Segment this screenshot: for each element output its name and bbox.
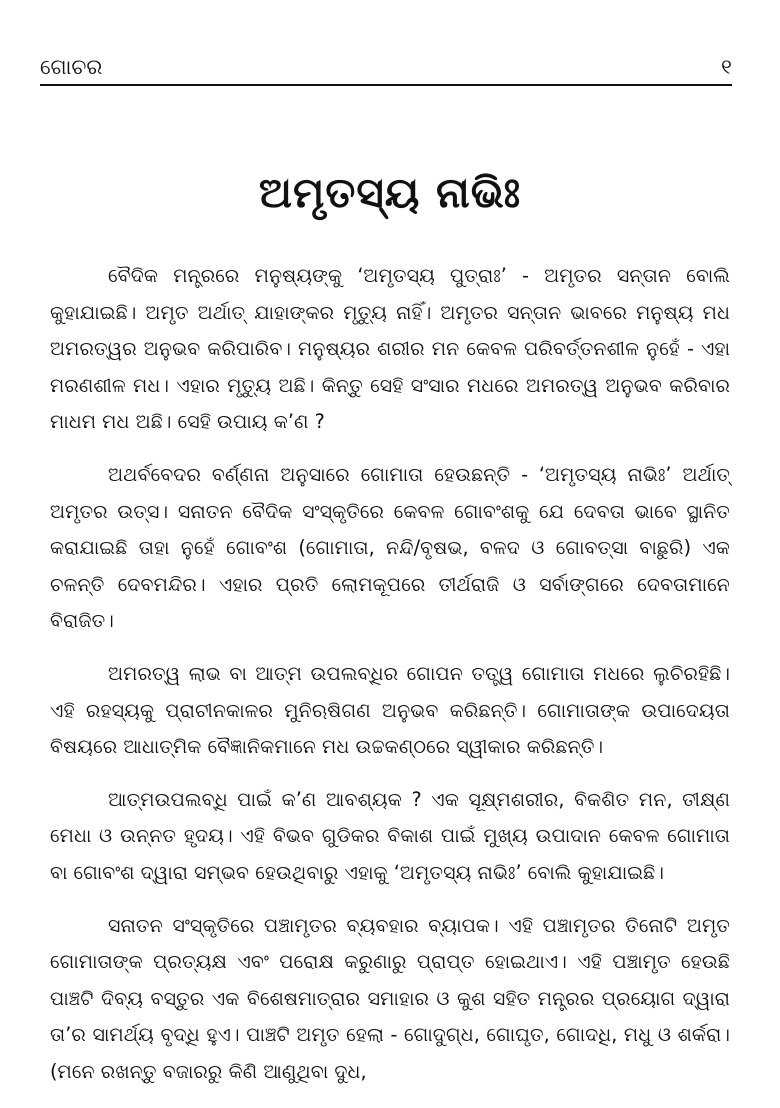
page-number: ୧: [721, 55, 732, 79]
running-header: [40, 52, 732, 86]
paragraph: ଆତ୍ମଉପଲବ୍ଧି ପାଇଁ କ’ଣ ଆବଶ୍ୟକ ? ଏକ ସୂକ୍ଷ୍ମଶରୀର, ବିକଶିତ ମନ, ତୀକ୍ଷ୍ଣ ମେଧା ଓ ଉନ୍ନତ ହୃଦୟ। ଏହି ବିଭବ ଗୁଡିକର ବିକାଶ ପାଇଁ ମୁଖ୍ୟ ଉପାଦାନ କେବଳ ଗୋମାତା ବା ଗୋବଂଶ ଦ୍ୱାରା ସମ୍ଭବ ହେଉଥିବାରୁ ଏହାକୁ ‘ଅମୃତସ୍ୟ ନାଭିଃ’ ବୋଲି କୁହାଯାଇଛି।: [50, 787, 730, 884]
paragraph: ବୈଦିକ ମନ୍ତ୍ରରେ ମନୁଷ୍ୟଙ୍କୁ ‘ଅମୃତସ୍ୟ ପୁତ୍ରାଃ’ - ଅମୃତର ସନ୍ତାନ ବୋଲି କୁହାଯାଇଛି। ଅମୃତ ଅର୍ଥାତ୍ ଯାହାଙ୍କର ମୃତ୍ୟୁ ନାହିଁ। ଅମୃତର ସନ୍ତାନ ଭାବରେ ମନୁଷ୍ୟ ମଧ ଅମରତ୍ୱର ଅନୁଭବ କରିପାରିବ। ମନୁଷ୍ୟର ଶରୀର ମନ କେବଳ ପରିବର୍ତ୍ତନଶୀଳ ନୁହେଁ - ଏହା ମରଣଶୀଳ ମଧ। ଏହାର ମୃତ୍ୟୁ ଅଛି। କିନ୍ତୁ ସେହି ସଂସାର ମଧରେ ଅମରତ୍ୱ ଅନୁଭବ କରିବାର ମାଧମ ମଧ ଅଛି। ସେହି ଉପାୟ କ’ଣ ?: [50, 264, 730, 434]
paragraph: ଅମରତ୍ୱ ଲାଭ ବା ଆତ୍ମ ଉପଲବ୍ଧିର ଗୋପନ ତତ୍ତ୍ୱ ଗୋମାତା ମଧରେ ଲୁଚିରହିଛି। ଏହି ରହସ୍ୟକୁ ପ୍ରାଚୀନକାଳର ମୁନିଋଷିଗଣ ଅନୁଭବ କରିଛନ୍ତି। ଗୋମାତାଙ୍କ ଉପାଦେୟତା ବିଷୟରେ ଆଧାତ୍ମିକ ବୈଜ୍ଞାନିକମାନେ ମଧ ଉଚ୍ଚକଣ୍ଠରେ ସ୍ୱୀକାର କରିଛନ୍ତି।: [50, 661, 730, 759]
paragraph: ସନାତନ ସଂସ୍କୃତିରେ ପଞ୍ଚାମୃତର ବ୍ୟବହାର ବ୍ୟାପକ। ଏହି ପଞ୍ଚାମୃତର ତିନୋଟି ଅମୃତ ଗୋମାତାଙ୍କ ପ୍ରତ୍ୟକ୍ଷ ଏବଂ ପରୋକ୍ଷ କରୁଣାରୁ ପ୍ରାପ୍ତ ହୋଇଥାଏ। ଏହି ପଞ୍ଚାମୃତ ହେଉଛି ପାଞ୍ଚଟି ଦିବ୍ୟ ବସ୍ତୁର ଏକ ବିଶେଷମାତ୍ରାର ସମାହାର ଓ କୁଶ ସହିତ ମନ୍ତ୍ରର ପ୍ରୟୋଗ ଦ୍ୱାରା ତା’ର ସାମର୍ଥ୍ୟ ବୃଦ୍ଧି ହୁଏ। ପାଞ୍ଚଟି ଅମୃତ ହେଲା - ଗୋଦୁଗ୍ଧ, ଗୋଘୃତ, ଗୋଦଧି, ମଧୁ ଓ ଶର୍କରା। (ମନେ ରଖନ୍ତୁ ବଜାରରୁ କିଣି ଆଣୁଥିବା ଦୁଧ,: [50, 913, 730, 1083]
chapter-title: ଅମୃତସ୍ୟ ନାଭିଃ: [258, 168, 522, 217]
article-body: [50, 258, 730, 1088]
running-header-title: ଗୋଚର: [40, 55, 103, 79]
paragraph: ଅଥର୍ବବେଦର ବର୍ଣ୍ଣନା ଅନୁସାରେ ଗୋମାତା ହେଉଛନ୍ତି - ‘ଅମୃତସ୍ୟ ନାଭିଃ’ ଅର୍ଥାତ୍ ଅମୃତର ଉତ୍ସ। ସନାତନ ବୈଦିକ ସଂସ୍କୃତିରେ କେବଳ ଗୋବଂଶକୁ ଯେ ଦେବତା ଭାବେ ସ୍ଥାନିତ କରାଯାଇଛି ତାହା ନୁହେଁ ଗୋବଂଶ (ଗୋମାତା, ନନ୍ଦି/ବୃଷଭ, ବଳଦ ଓ ଗୋବତ୍ସା ବାଛୁରି) ଏକ ଚଳନ୍ତି ଦେବମନ୍ଦିର। ଏହାର ପ୍ରତି ଲୋମକୂପରେ ତୀର୍ଥରାଜି ଓ ସର୍ବାଙ୍ଗରେ ଦେବତାମାନେ ବିରାଜିତ।: [50, 462, 730, 633]
